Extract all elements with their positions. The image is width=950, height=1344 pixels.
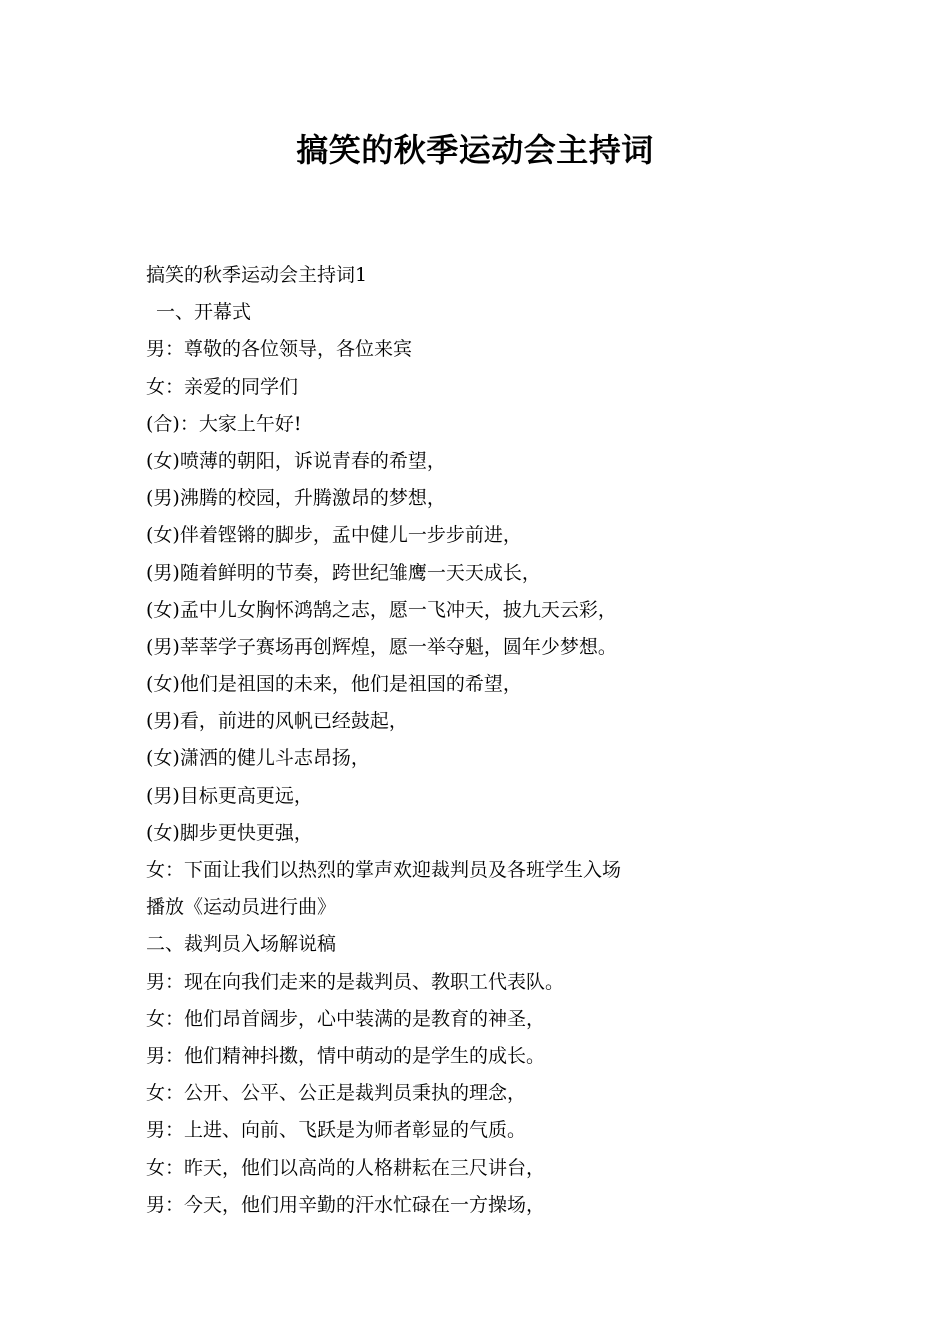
paragraph-line: 男：上进、向前、飞跃是为师者彰显的气质。: [146, 1119, 527, 1142]
document-title: 搞笑的秋季运动会主持词: [296, 131, 654, 169]
paragraph-line: (女)孟中儿女胸怀鸿鹄之志，愿一飞冲天，披九天云彩，: [146, 598, 617, 621]
paragraph-line: (女)脚步更快更强，: [146, 821, 313, 844]
paragraph-line: 女：亲爱的同学们: [146, 375, 299, 398]
paragraph-line: 男：现在向我们走来的是裁判员、教职工代表队。: [146, 970, 565, 993]
paragraph-line: 搞笑的秋季运动会主持词1: [146, 264, 368, 286]
paragraph-line: 播放《运动员进行曲》: [146, 896, 337, 919]
paragraph-line: 女：昨天，他们以高尚的人格耕耘在三尺讲台，: [146, 1156, 546, 1179]
paragraph-line: 女：他们昂首阔步，心中装满的是教育的神圣，: [146, 1007, 546, 1030]
paragraph-line: 男：他们精神抖擞，情中萌动的是学生的成长。: [146, 1044, 546, 1067]
paragraph-line: (男)目标更高更远，: [146, 784, 313, 807]
paragraph-line: (男)看，前进的风帆已经鼓起，: [146, 710, 408, 733]
section-heading: 一、开幕式: [156, 301, 252, 324]
paragraph-line: (女)他们是祖国的未来，他们是祖国的希望，: [146, 673, 522, 696]
paragraph-line: (女)喷薄的朝阳，诉说青春的希望，: [146, 449, 446, 472]
paragraph-line: (男)沸腾的校园，升腾激昂的梦想，: [146, 487, 446, 510]
paragraph-line: (男)莘莘学子赛场再创辉煌，愿一举夺魁，圆年少梦想。: [146, 635, 617, 658]
section-heading: 二、裁判员入场解说稿: [146, 933, 337, 956]
paragraph-line: 女：下面让我们以热烈的掌声欢迎裁判员及各班学生入场: [146, 859, 622, 881]
paragraph-line: (男)随着鲜明的节奏，跨世纪雏鹰一天天成长，: [146, 561, 541, 584]
document-body: [146, 257, 846, 1224]
paragraph-line: 男：今天，他们用辛勤的汗水忙碌在一方操场，: [146, 1193, 546, 1216]
paragraph-line: 男：尊敬的各位领导，各位来宾: [146, 338, 413, 361]
paragraph-line: 女：公开、公平、公正是裁判员秉执的理念，: [146, 1082, 527, 1105]
paragraph-line: (女)潇洒的健儿斗志昂扬，: [146, 747, 370, 770]
paragraph-line: (合)：大家上午好!: [146, 412, 302, 435]
paragraph-line: (女)伴着铿锵的脚步，孟中健儿一步步前进，: [146, 524, 522, 547]
